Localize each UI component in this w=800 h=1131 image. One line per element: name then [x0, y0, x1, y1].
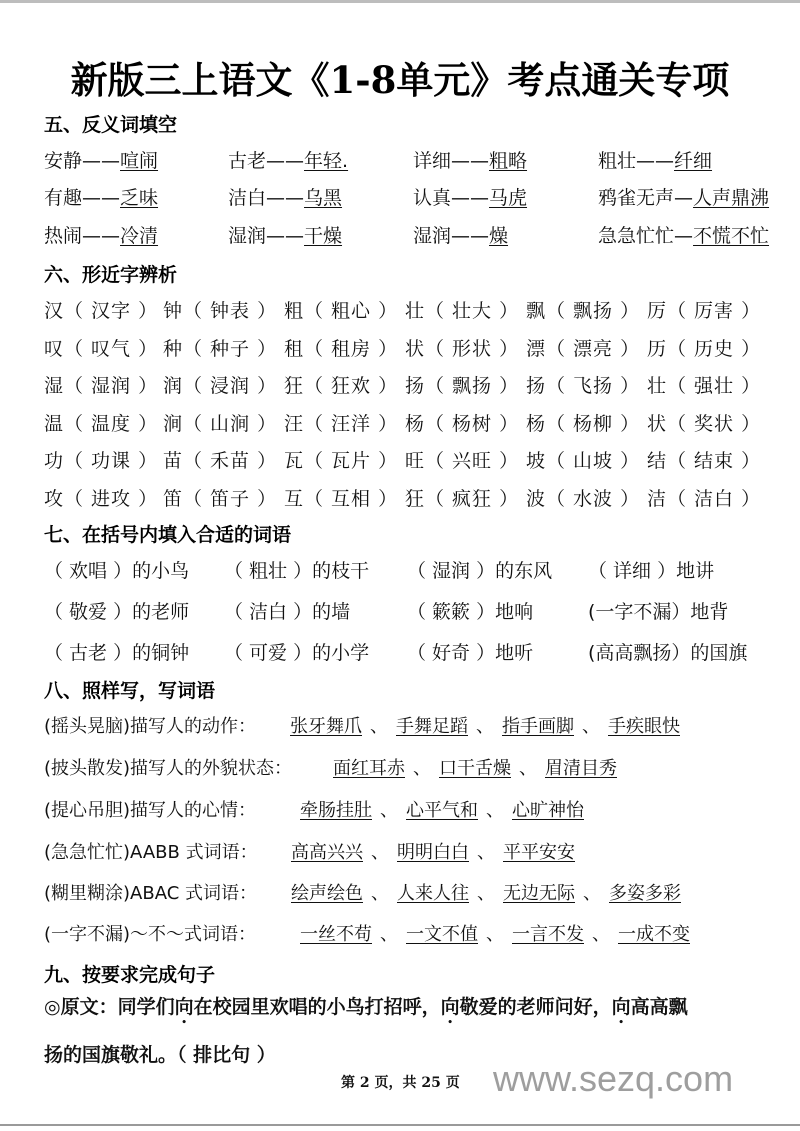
answer-word: 一言不发 [512, 924, 584, 945]
similar-char-item: 杨（ 杨柳 ） [526, 412, 641, 435]
antonym-question: 湿润—— [413, 225, 490, 247]
section5-heading: 五、反义词填空 [44, 114, 178, 136]
antonym-question: 急急忙忙— [598, 225, 694, 247]
separator: 、 [413, 758, 431, 779]
antonym-question: 安静—— [44, 150, 121, 172]
answer-word: 人来人往 [397, 883, 469, 904]
write-words-row [0, 838, 800, 868]
fill-bracket-item: （ 欢唱 ）的小鸟 [44, 560, 190, 582]
antonym-pair [44, 183, 170, 210]
original-sentence-line1 [44, 992, 688, 1019]
separator: 、 [486, 924, 504, 945]
antonym-pair [228, 146, 360, 173]
fill-bracket-item: （ 敬爱 ）的老师 [44, 601, 190, 623]
similar-char-row [0, 334, 800, 364]
separator: 、 [371, 842, 389, 863]
separator: 、 [371, 883, 389, 904]
similar-char-item: 笛（ 笛子 ） [163, 487, 278, 510]
similar-char-item: 湿（ 湿润 ） [44, 375, 159, 397]
similar-char-item: 租（ 租房 ） [284, 337, 399, 360]
separator: 、 [380, 800, 398, 821]
fill-bracket-item: （ 古老 ）的铜钟 [44, 642, 190, 664]
antonym-answer: 燥 [489, 225, 509, 247]
answer-word: 多姿多彩 [609, 883, 681, 904]
antonym-pair [413, 146, 539, 173]
sentence-text: 敬爱的老师问好， [459, 996, 612, 1018]
fill-bracket-item: (一字不漏）地背 [588, 601, 729, 623]
similar-char-item: 壮（ 强壮 ） [647, 375, 762, 397]
write-words-answers [291, 879, 681, 905]
sentence-text: ◎原文：同学们 [44, 996, 175, 1018]
antonym-pair [413, 183, 539, 210]
similar-char-item: 坡（ 山坡 ） [526, 450, 641, 472]
similar-char-item: 飘（ 飘扬 ） [526, 300, 641, 322]
section6-heading: 六、形近字辨析 [44, 264, 178, 286]
fill-bracket-item: （ 详细 ）地讲 [588, 560, 715, 582]
antonym-question: 热闹—— [44, 225, 121, 247]
watermark: www.sezq.com [493, 1058, 734, 1099]
original-sentence-line2: 扬的国旗敬礼。（ 排比句 ） [44, 1044, 276, 1066]
similar-char-item: 历（ 历史 ） [647, 337, 762, 360]
similar-char-item: 扬（ 飘扬 ） [405, 375, 520, 397]
fill-bracket-item: （ 粗壮 ）的枝干 [224, 560, 370, 582]
antonym-row [0, 221, 800, 251]
write-words-row [0, 879, 800, 909]
emphasis-char: 向 [611, 996, 631, 1018]
similar-char-item: 攻（ 进攻 ） [44, 487, 159, 510]
antonym-answer: 干燥 [304, 225, 343, 247]
fill-bracket-row [0, 556, 800, 586]
antonym-pair [598, 146, 724, 173]
similar-char-row [0, 371, 800, 401]
separator: 、 [486, 800, 504, 821]
write-words-answers [291, 838, 575, 864]
similar-char-item: 狂（ 疯狂 ） [405, 487, 520, 510]
answer-word: 绘声绘色 [291, 883, 363, 904]
antonym-answer: 年轻. [304, 150, 349, 172]
similar-char-row [0, 446, 800, 476]
emphasis-char: 向 [174, 996, 194, 1018]
similar-char-item: 洁（ 洁白 ） [647, 487, 762, 510]
answer-word: 牵肠挂肚 [300, 800, 372, 821]
write-words-answers [290, 712, 680, 738]
separator: 、 [477, 883, 495, 904]
similar-char-item: 扬（ 飞扬 ） [526, 375, 641, 397]
answer-word: 一文不值 [406, 924, 478, 945]
write-words-row [0, 796, 800, 826]
antonym-answer: 人声鼎沸 [693, 187, 770, 209]
write-words-label: (糊里糊涂)ABAC 式词语： [44, 883, 257, 904]
bottom-border [0, 1124, 800, 1126]
write-words-label: (急急忙忙)AABB 式词语： [44, 842, 258, 863]
antonym-question: 粗壮—— [598, 150, 675, 172]
similar-char-item: 润（ 浸润 ） [163, 375, 278, 397]
similar-char-item: 壮（ 壮大 ） [405, 300, 520, 322]
sentence-text: 在校园里欢唱的小鸟打招呼， [193, 996, 441, 1018]
similar-char-item: 波（ 水波 ） [526, 487, 641, 510]
answer-word: 平平安安 [503, 842, 575, 863]
write-words-row [0, 712, 800, 742]
fill-bracket-item: （ 好奇 ）地听 [407, 642, 534, 664]
page-number: 第 2 页，共 25 页 [341, 1075, 460, 1091]
separator: 、 [592, 924, 610, 945]
antonym-question: 详细—— [413, 150, 490, 172]
similar-char-row [0, 409, 800, 439]
antonym-question: 认真—— [413, 187, 490, 209]
write-words-label: (披头散发)描写人的外貌状态： [44, 758, 293, 779]
fill-bracket-item: （ 湿润 ）的东风 [407, 560, 553, 582]
similar-char-row [0, 484, 800, 514]
fill-bracket-row [0, 597, 800, 627]
answer-word: 手疾眼快 [608, 716, 680, 737]
answer-word: 口干舌燥 [439, 758, 511, 779]
similar-char-item: 厉（ 厉害 ） [647, 300, 762, 322]
top-border [0, 0, 800, 3]
write-words-row [0, 754, 800, 784]
antonym-answer: 乏味 [120, 187, 159, 209]
antonym-answer: 喧闹 [120, 150, 159, 172]
write-words-answers [333, 754, 617, 780]
antonym-question: 湿润—— [228, 225, 305, 247]
antonym-pair [598, 183, 781, 210]
antonym-pair [598, 221, 781, 248]
similar-char-item: 叹（ 叹气 ） [44, 337, 159, 360]
write-words-answers [300, 796, 584, 822]
section9-heading: 九、按要求完成句子 [44, 964, 216, 986]
separator: 、 [582, 716, 600, 737]
antonym-answer: 冷清 [120, 225, 159, 247]
antonym-row [0, 146, 800, 176]
page-title: 新版三上语文《1-8单元》考点通关专项 [70, 58, 730, 102]
write-words-row [0, 920, 800, 950]
sentence-text: 高高飘 [630, 996, 688, 1018]
similar-char-item: 结（ 结束 ） [647, 450, 762, 472]
separator: 、 [370, 716, 388, 737]
answer-word: 张牙舞爪 [290, 716, 362, 737]
similar-char-item: 狂（ 狂欢 ） [284, 375, 399, 397]
antonym-answer: 马虎 [489, 187, 528, 209]
answer-word: 眉清目秀 [545, 758, 617, 779]
similar-char-item: 苗（ 禾苗 ） [163, 450, 278, 472]
antonym-answer: 乌黑 [304, 187, 343, 209]
answer-word: 面红耳赤 [333, 758, 405, 779]
fill-bracket-item: （ 洁白 ）的墙 [224, 601, 351, 623]
separator: 、 [476, 716, 494, 737]
fill-bracket-item: （ 可爱 ）的小学 [224, 642, 370, 664]
section8-heading: 八、照样写，写词语 [44, 680, 216, 702]
antonym-pair [44, 221, 170, 248]
antonym-pair [44, 146, 170, 173]
antonym-answer: 纤细 [674, 150, 713, 172]
similar-char-item: 旺（ 兴旺 ） [405, 450, 520, 472]
answer-word: 高高兴兴 [291, 842, 363, 863]
write-words-label: (摇头晃脑)描写人的动作： [44, 716, 257, 737]
answer-word: 心旷神怡 [512, 800, 584, 821]
antonym-question: 有趣—— [44, 187, 121, 209]
emphasis-char: 向 [440, 996, 460, 1018]
similar-char-item: 涧（ 山涧 ） [163, 412, 278, 435]
answer-word: 明明白白 [397, 842, 469, 863]
answer-word: 一成不变 [618, 924, 690, 945]
write-words-answers [300, 920, 690, 946]
answer-word: 一丝不苟 [300, 924, 372, 945]
similar-char-item: 钟（ 钟表 ） [163, 300, 278, 322]
similar-char-item: 漂（ 漂亮 ） [526, 337, 641, 360]
similar-char-item: 粗（ 粗心 ） [284, 300, 399, 322]
similar-char-item: 杨（ 杨树 ） [405, 412, 520, 435]
antonym-question: 鸦雀无声— [598, 187, 694, 209]
antonym-pair [228, 221, 354, 248]
antonym-answer: 不慌不忙 [693, 225, 770, 247]
similar-char-item: 种（ 种子 ） [163, 337, 278, 360]
write-words-label: (提心吊胆)描写人的心情： [44, 800, 257, 821]
answer-word: 无边无际 [503, 883, 575, 904]
antonym-row [0, 183, 800, 213]
separator: 、 [583, 883, 601, 904]
fill-bracket-item: (高高飘扬）的国旗 [588, 642, 748, 664]
section7-heading: 七、在括号内填入合适的词语 [44, 524, 292, 546]
fill-bracket-item: （ 簌簌 ）地响 [407, 601, 534, 623]
similar-char-item: 功（ 功课 ） [44, 450, 159, 472]
similar-char-item: 状（ 形状 ） [405, 337, 520, 360]
similar-char-row [0, 296, 800, 326]
antonym-answer: 粗略 [489, 150, 528, 172]
antonym-question: 洁白—— [228, 187, 305, 209]
similar-char-item: 互（ 互相 ） [284, 487, 399, 510]
answer-word: 手舞足蹈 [396, 716, 468, 737]
antonym-pair [228, 183, 354, 210]
fill-bracket-row [0, 638, 800, 668]
answer-word: 指手画脚 [502, 716, 574, 737]
similar-char-item: 状（ 奖状 ） [647, 412, 762, 435]
similar-char-item: 汪（ 汪洋 ） [284, 412, 399, 435]
antonym-question: 古老—— [228, 150, 305, 172]
similar-char-item: 汉（ 汉字 ） [44, 300, 159, 322]
write-words-label: (一字不漏)～不～式词语： [44, 924, 257, 945]
separator: 、 [477, 842, 495, 863]
separator: 、 [380, 924, 398, 945]
similar-char-item: 温（ 温度 ） [44, 412, 159, 435]
similar-char-item: 瓦（ 瓦片 ） [284, 450, 399, 472]
separator: 、 [519, 758, 537, 779]
antonym-pair [413, 221, 520, 248]
answer-word: 心平气和 [406, 800, 478, 821]
